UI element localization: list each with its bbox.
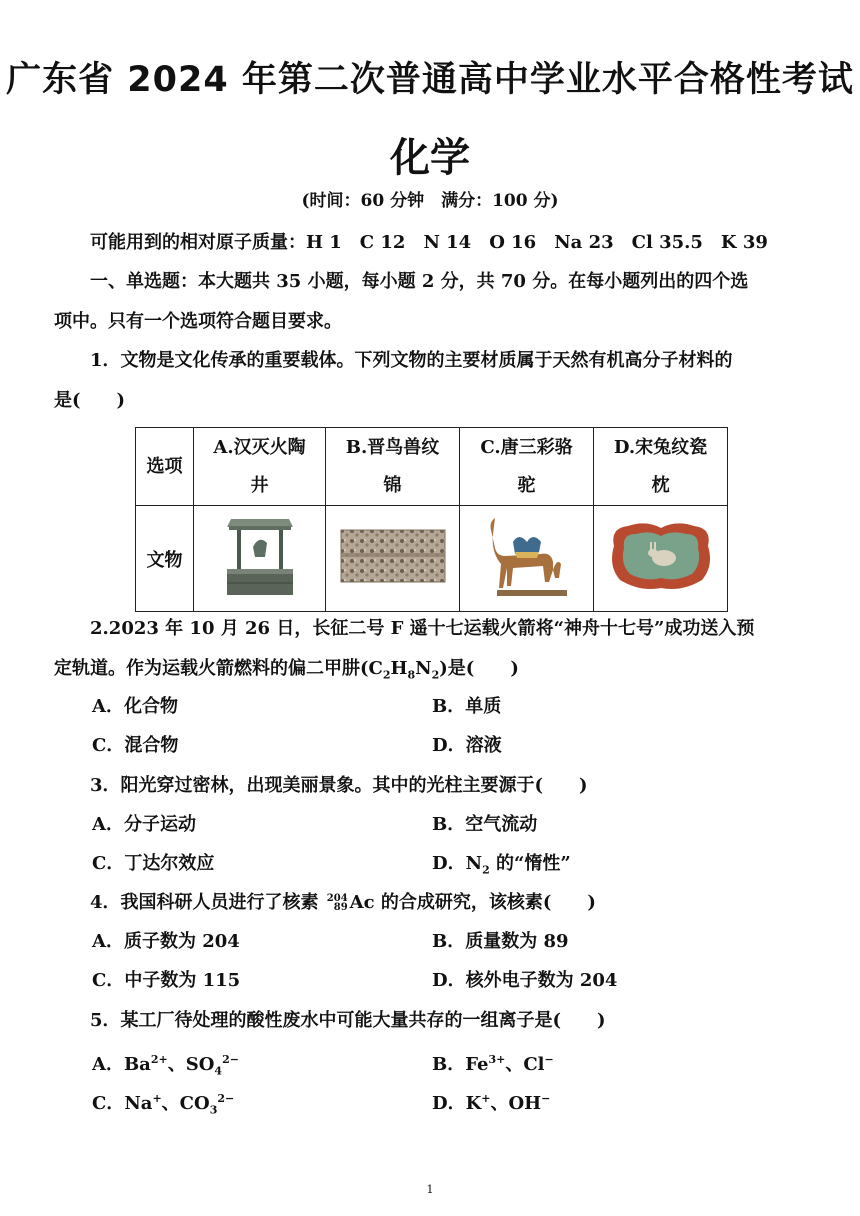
q3-option-a: A．分子运动 xyxy=(92,814,196,835)
q5-option-a: A．$Ba^{2+}$、$SO_4^{2-}$ xyxy=(92,1053,239,1078)
section-heading-line1: 一、单选题：本大题共 35 小题，每小题 2 分，共 70 分。在每小题列出的四个选 xyxy=(90,271,749,292)
atomic-masses: 可能用到的相对原子质量：H 1 C 12 N 14 O 16 Na 23 Cl 35.5 K 39 xyxy=(90,232,768,253)
q5-stem: 5．某工厂待处理的酸性废水中可能大量共存的一组离子是( ) xyxy=(90,1010,606,1031)
option-a-name: A.汉灭火陶 井 xyxy=(194,428,326,506)
artifact-image-well xyxy=(194,506,326,612)
q2-option-a: A．化合物 xyxy=(92,696,178,717)
exam-meta: (时间：60 分钟 满分：100 分) xyxy=(301,191,559,211)
q2-option-d: D．溶液 xyxy=(432,735,502,756)
q2-stem-line1: 2.2023 年 10 月 26 日，长征二号 F 遥十七运载火箭将“神舟十七号”成功送入预 xyxy=(90,618,755,639)
q4-option-c: C．中子数为 115 xyxy=(92,970,241,991)
q4-option-b: B．质量数为 89 xyxy=(432,931,569,952)
q4-option-d: D．核外电子数为 204 xyxy=(432,970,618,991)
well-illustration xyxy=(215,513,305,599)
q3-stem: 3．阳光穿过密林，出现美丽景象。其中的光柱主要源于( ) xyxy=(90,775,588,796)
q2-option-c: C．混合物 xyxy=(92,735,179,756)
option-b-name: B.晋鸟兽纹 锦 xyxy=(326,428,460,506)
brocade-illustration xyxy=(339,528,447,584)
artifact-image-pillow xyxy=(594,506,728,612)
q5-option-c: C．Na+、$CO_3^{2-}$ xyxy=(92,1092,235,1117)
q3-option-c: C．丁达尔效应 xyxy=(92,853,215,874)
camel-illustration xyxy=(479,508,575,604)
pillow-illustration xyxy=(606,518,716,594)
section-heading-line2: 项中。只有一个选项符合题目要求。 xyxy=(54,311,342,332)
page-number: 1 xyxy=(426,1183,434,1196)
q1-stem-line2: 是( ) xyxy=(54,390,126,411)
table-header-artifact: 文物 xyxy=(136,506,194,612)
q1-stem-line1: 1．文物是文化传承的重要载体。下列文物的主要材质属于天然有机高分子材料的 xyxy=(90,350,733,371)
table-header-option: 选项 xyxy=(136,428,194,506)
exam-title: 广东省 2024 年第二次普通高中学业水平合格性考试 xyxy=(6,60,854,100)
q2-stem-line2: 定轨道。作为运载火箭燃料的偏二甲肼$(C_2H_8N_2)$是( ) xyxy=(54,658,519,682)
option-c-name: C.唐三彩骆 驼 xyxy=(460,428,594,506)
artifact-image-brocade xyxy=(326,506,460,612)
q4-option-a: A．质子数为 204 xyxy=(92,931,240,952)
subject-title: 化学 xyxy=(390,135,470,181)
q3-option-b: B．空气流动 xyxy=(432,814,538,835)
q5-option-d: D．K+、OH− xyxy=(432,1092,551,1114)
artifact-image-camel xyxy=(460,506,594,612)
q2-option-b: B．单质 xyxy=(432,696,502,717)
q1-options-table xyxy=(135,427,728,612)
q5-option-b: B．$Fe^{3+}$、Cl− xyxy=(432,1053,554,1075)
option-d-name: D.宋兔纹瓷 枕 xyxy=(594,428,728,506)
q3-option-d: D．$N_2$ 的“惰性” xyxy=(432,853,571,877)
q4-stem: 4．我国科研人员进行了核素 204 89 Ac 的合成研究，该核素( ) xyxy=(90,892,596,913)
